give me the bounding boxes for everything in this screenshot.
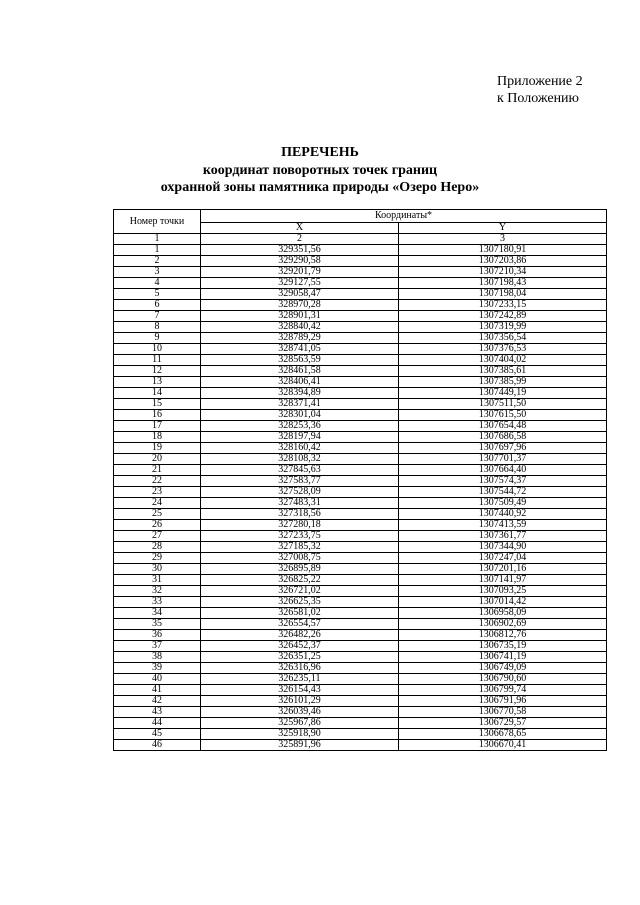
- x-coordinate-cell: 328789,29: [201, 333, 399, 344]
- y-coordinate-cell: 1307361,77: [399, 531, 607, 542]
- table-row: [114, 465, 607, 476]
- table-row: [114, 630, 607, 641]
- y-coordinate-cell: 1307440,92: [399, 509, 607, 520]
- y-coordinate-cell: 1307385,61: [399, 366, 607, 377]
- x-coordinate-cell: 329127,55: [201, 278, 399, 289]
- table-row: [114, 498, 607, 509]
- x-coordinate-cell: 327233,75: [201, 531, 399, 542]
- x-coordinate-cell: 327528,09: [201, 487, 399, 498]
- table-row: [114, 685, 607, 696]
- point-number-cell: 29: [114, 553, 201, 564]
- table-header: [114, 210, 607, 245]
- x-coordinate-cell: 329351,56: [201, 245, 399, 256]
- table-row: [114, 443, 607, 454]
- x-coordinate-cell: 328160,42: [201, 443, 399, 454]
- y-coordinate-cell: 1307242,89: [399, 311, 607, 322]
- point-number-cell: 22: [114, 476, 201, 487]
- y-coordinate-cell: 1306799,74: [399, 685, 607, 696]
- x-coordinate-cell: 328970,28: [201, 300, 399, 311]
- point-number-cell: 16: [114, 410, 201, 421]
- y-coordinate-cell: 1307449,19: [399, 388, 607, 399]
- y-coordinate-cell: 1306670,41: [399, 740, 607, 751]
- table-row: [114, 476, 607, 487]
- y-coordinate-cell: 1307615,50: [399, 410, 607, 421]
- x-coordinate-cell: 327845,63: [201, 465, 399, 476]
- header-y: Y: [399, 223, 607, 234]
- point-number-cell: 3: [114, 267, 201, 278]
- x-coordinate-cell: 326316,96: [201, 663, 399, 674]
- y-coordinate-cell: 1306741,19: [399, 652, 607, 663]
- appendix-line-1: Приложение 2: [497, 74, 583, 89]
- point-number-cell: 18: [114, 432, 201, 443]
- table-row: [114, 707, 607, 718]
- point-number-cell: 20: [114, 454, 201, 465]
- x-coordinate-cell: 326154,43: [201, 685, 399, 696]
- table-row: [114, 344, 607, 355]
- y-coordinate-cell: 1307233,15: [399, 300, 607, 311]
- y-coordinate-cell: 1307344,90: [399, 542, 607, 553]
- point-number-cell: 26: [114, 520, 201, 531]
- table-row: [114, 256, 607, 267]
- point-number-cell: 24: [114, 498, 201, 509]
- y-coordinate-cell: 1306729,57: [399, 718, 607, 729]
- x-coordinate-cell: 328563,59: [201, 355, 399, 366]
- y-coordinate-cell: 1306958,09: [399, 608, 607, 619]
- point-number-cell: 8: [114, 322, 201, 333]
- table-row: [114, 674, 607, 685]
- appendix-line-2: к Положению: [497, 91, 580, 106]
- y-coordinate-cell: 1306735,19: [399, 641, 607, 652]
- y-coordinate-cell: 1306790,60: [399, 674, 607, 685]
- table-row: [114, 432, 607, 443]
- point-number-cell: 4: [114, 278, 201, 289]
- table-row: [114, 509, 607, 520]
- table-row: [114, 520, 607, 531]
- point-number-cell: 19: [114, 443, 201, 454]
- x-coordinate-cell: 328108,32: [201, 454, 399, 465]
- point-number-cell: 13: [114, 377, 201, 388]
- point-number-cell: 41: [114, 685, 201, 696]
- point-number-cell: 28: [114, 542, 201, 553]
- point-number-cell: 12: [114, 366, 201, 377]
- point-number-cell: 10: [114, 344, 201, 355]
- x-coordinate-cell: 326581,02: [201, 608, 399, 619]
- point-number-cell: 17: [114, 421, 201, 432]
- y-coordinate-cell: 1307093,25: [399, 586, 607, 597]
- table-row: [114, 564, 607, 575]
- y-coordinate-cell: 1307509,49: [399, 498, 607, 509]
- table-row: [114, 410, 607, 421]
- x-coordinate-cell: 329058,47: [201, 289, 399, 300]
- header-x: X: [201, 223, 399, 234]
- x-coordinate-cell: 328901,31: [201, 311, 399, 322]
- y-coordinate-cell: 1307574,37: [399, 476, 607, 487]
- y-coordinate-cell: 1306749,09: [399, 663, 607, 674]
- y-coordinate-cell: 1307544,72: [399, 487, 607, 498]
- x-coordinate-cell: 327280,18: [201, 520, 399, 531]
- document-title: [0, 144, 640, 197]
- x-coordinate-cell: 327008,75: [201, 553, 399, 564]
- x-coordinate-cell: 326721,02: [201, 586, 399, 597]
- y-coordinate-cell: 1307319,99: [399, 322, 607, 333]
- point-number-cell: 7: [114, 311, 201, 322]
- point-number-cell: 37: [114, 641, 201, 652]
- y-coordinate-cell: 1307210,34: [399, 267, 607, 278]
- y-coordinate-cell: 1307180,91: [399, 245, 607, 256]
- table-row: [114, 278, 607, 289]
- x-coordinate-cell: 329290,58: [201, 256, 399, 267]
- x-coordinate-cell: 325967,86: [201, 718, 399, 729]
- point-number-cell: 44: [114, 718, 201, 729]
- point-number-cell: 40: [114, 674, 201, 685]
- y-coordinate-cell: 1307654,48: [399, 421, 607, 432]
- point-number-cell: 11: [114, 355, 201, 366]
- y-coordinate-cell: 1307697,96: [399, 443, 607, 454]
- point-number-cell: 46: [114, 740, 201, 751]
- y-coordinate-cell: 1307198,04: [399, 289, 607, 300]
- x-coordinate-cell: 326482,26: [201, 630, 399, 641]
- table-row: [114, 487, 607, 498]
- point-number-cell: 38: [114, 652, 201, 663]
- x-coordinate-cell: 329201,79: [201, 267, 399, 278]
- table-row: [114, 377, 607, 388]
- coordinates-table: [113, 209, 607, 751]
- y-coordinate-cell: 1307014,42: [399, 597, 607, 608]
- x-coordinate-cell: 325891,96: [201, 740, 399, 751]
- point-number-cell: 42: [114, 696, 201, 707]
- x-coordinate-cell: 327318,56: [201, 509, 399, 520]
- y-coordinate-cell: 1306678,65: [399, 729, 607, 740]
- point-number-cell: 33: [114, 597, 201, 608]
- table-row: [114, 586, 607, 597]
- point-number-cell: 32: [114, 586, 201, 597]
- table-row: [114, 597, 607, 608]
- index-cell-1: 1: [114, 234, 201, 245]
- point-number-cell: 21: [114, 465, 201, 476]
- y-coordinate-cell: 1307141,97: [399, 575, 607, 586]
- table-row: [114, 740, 607, 751]
- table-row: [114, 696, 607, 707]
- point-number-cell: 15: [114, 399, 201, 410]
- table-row: [114, 718, 607, 729]
- point-number-cell: 36: [114, 630, 201, 641]
- x-coordinate-cell: 328461,58: [201, 366, 399, 377]
- y-coordinate-cell: 1307385,99: [399, 377, 607, 388]
- y-coordinate-cell: 1307203,86: [399, 256, 607, 267]
- y-coordinate-cell: 1306770,58: [399, 707, 607, 718]
- table-row: [114, 245, 607, 256]
- table-row: [114, 641, 607, 652]
- y-coordinate-cell: 1307356,54: [399, 333, 607, 344]
- point-number-cell: 5: [114, 289, 201, 300]
- y-coordinate-cell: 1307701,37: [399, 454, 607, 465]
- table-row: [114, 553, 607, 564]
- table-row: [114, 454, 607, 465]
- x-coordinate-cell: 326039,46: [201, 707, 399, 718]
- table-row: [114, 421, 607, 432]
- y-coordinate-cell: 1307198,43: [399, 278, 607, 289]
- table-row: [114, 542, 607, 553]
- y-coordinate-cell: 1306902,69: [399, 619, 607, 630]
- table-row: [114, 608, 607, 619]
- x-coordinate-cell: 327483,31: [201, 498, 399, 509]
- x-coordinate-cell: 328394,89: [201, 388, 399, 399]
- index-cell-3: 3: [399, 234, 607, 245]
- point-number-cell: 25: [114, 509, 201, 520]
- y-coordinate-cell: 1307201,16: [399, 564, 607, 575]
- x-coordinate-cell: 326351,25: [201, 652, 399, 663]
- table-row: [114, 322, 607, 333]
- point-number-cell: 23: [114, 487, 201, 498]
- table-row: [114, 619, 607, 630]
- x-coordinate-cell: 326825,22: [201, 575, 399, 586]
- table-row: [114, 289, 607, 300]
- header-point-number: Номер точки: [114, 210, 201, 234]
- table-row: [114, 388, 607, 399]
- table-row: [114, 366, 607, 377]
- x-coordinate-cell: 328197,94: [201, 432, 399, 443]
- table-row: [114, 311, 607, 322]
- table-row: [114, 531, 607, 542]
- header-coordinates: Координаты*: [201, 210, 607, 223]
- point-number-cell: 1: [114, 245, 201, 256]
- table-row: [114, 652, 607, 663]
- x-coordinate-cell: 326452,37: [201, 641, 399, 652]
- index-cell-2: 2: [201, 234, 399, 245]
- table-row: [114, 300, 607, 311]
- title-line-2: координат поворотных точек границ: [202, 162, 438, 178]
- point-number-cell: 14: [114, 388, 201, 399]
- point-number-cell: 39: [114, 663, 201, 674]
- title-line-1: ПЕРЕЧЕНЬ: [281, 145, 359, 160]
- table-row: [114, 575, 607, 586]
- y-coordinate-cell: 1306812,76: [399, 630, 607, 641]
- point-number-cell: 27: [114, 531, 201, 542]
- y-coordinate-cell: 1307664,40: [399, 465, 607, 476]
- x-coordinate-cell: 325918,90: [201, 729, 399, 740]
- title-line-3: охранной зоны памятника природы «Озеро Неро»: [160, 180, 480, 195]
- x-coordinate-cell: 326554,57: [201, 619, 399, 630]
- y-coordinate-cell: 1307404,02: [399, 355, 607, 366]
- y-coordinate-cell: 1307376,53: [399, 344, 607, 355]
- table-row: [114, 333, 607, 344]
- x-coordinate-cell: 328371,41: [201, 399, 399, 410]
- x-coordinate-cell: 328840,42: [201, 322, 399, 333]
- x-coordinate-cell: 328406,41: [201, 377, 399, 388]
- table-body: [114, 245, 607, 751]
- point-number-cell: 31: [114, 575, 201, 586]
- y-coordinate-cell: 1307686,58: [399, 432, 607, 443]
- y-coordinate-cell: 1307511,50: [399, 399, 607, 410]
- point-number-cell: 2: [114, 256, 201, 267]
- x-coordinate-cell: 328253,36: [201, 421, 399, 432]
- x-coordinate-cell: 326101,29: [201, 696, 399, 707]
- table-row: [114, 399, 607, 410]
- table-row: [114, 267, 607, 278]
- point-number-cell: 45: [114, 729, 201, 740]
- x-coordinate-cell: 326235,11: [201, 674, 399, 685]
- x-coordinate-cell: 327185,32: [201, 542, 399, 553]
- appendix-note: [497, 73, 583, 107]
- point-number-cell: 30: [114, 564, 201, 575]
- x-coordinate-cell: 326625,35: [201, 597, 399, 608]
- table-row: [114, 729, 607, 740]
- x-coordinate-cell: 326895,89: [201, 564, 399, 575]
- point-number-cell: 43: [114, 707, 201, 718]
- table-row: [114, 355, 607, 366]
- y-coordinate-cell: 1307413,59: [399, 520, 607, 531]
- table-row: [114, 663, 607, 674]
- point-number-cell: 9: [114, 333, 201, 344]
- point-number-cell: 6: [114, 300, 201, 311]
- point-number-cell: 34: [114, 608, 201, 619]
- x-coordinate-cell: 327583,77: [201, 476, 399, 487]
- x-coordinate-cell: 328741,05: [201, 344, 399, 355]
- point-number-cell: 35: [114, 619, 201, 630]
- x-coordinate-cell: 328301,04: [201, 410, 399, 421]
- y-coordinate-cell: 1306791,96: [399, 696, 607, 707]
- y-coordinate-cell: 1307247,04: [399, 553, 607, 564]
